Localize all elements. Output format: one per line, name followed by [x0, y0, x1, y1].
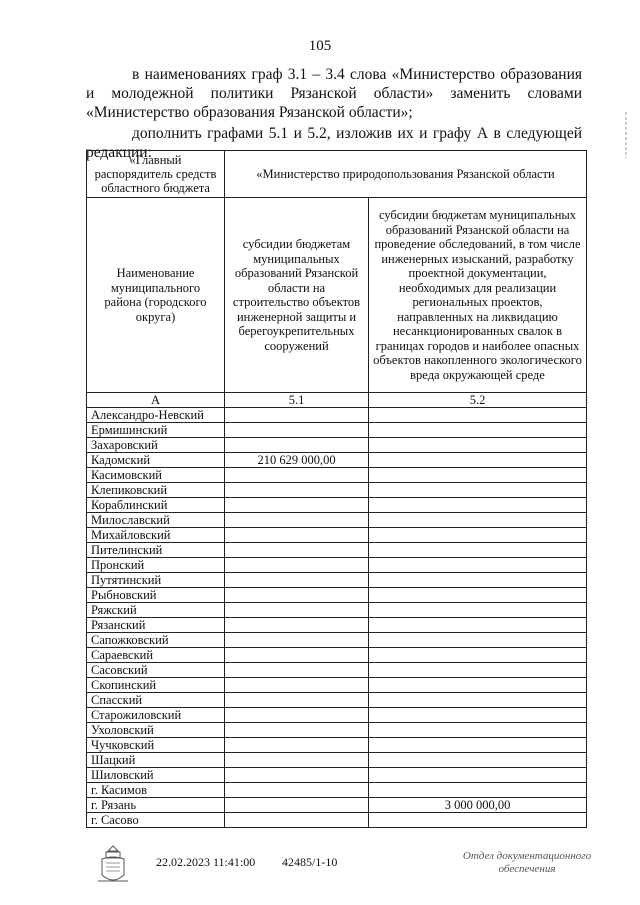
district-name-cell: Клепиковский	[87, 483, 225, 498]
table-row	[87, 783, 587, 798]
district-name-cell: Сасовский	[87, 663, 225, 678]
district-name-cell: Пронский	[87, 558, 225, 573]
table-row	[87, 423, 587, 438]
header-district-name: Наименование муниципального района (городского округа)	[87, 198, 225, 393]
value-5-1-cell	[225, 423, 369, 438]
value-5-2-cell	[369, 588, 587, 603]
header-main-distributor: «Главный распорядитель средств областного бюджета	[87, 151, 225, 198]
district-name-cell: г. Касимов	[87, 783, 225, 798]
district-name-cell: Спасский	[87, 693, 225, 708]
value-5-1-cell	[225, 543, 369, 558]
value-5-1-cell	[225, 813, 369, 828]
district-name-cell: г. Сасово	[87, 813, 225, 828]
paragraph-add-columns: дополнить графами 5.1 и 5.2, изложив их и графу А в следующей редакции:	[86, 125, 582, 161]
value-5-1-cell	[225, 783, 369, 798]
table-row	[87, 708, 587, 723]
value-5-2-cell	[369, 438, 587, 453]
value-5-1-cell	[225, 708, 369, 723]
district-name-cell: Ухоловский	[87, 723, 225, 738]
value-5-1-cell	[225, 678, 369, 693]
value-5-1-cell	[225, 438, 369, 453]
value-5-1-cell	[225, 648, 369, 663]
stamp-line-2: обеспечения	[498, 863, 556, 875]
value-5-1-cell	[225, 603, 369, 618]
value-5-2-cell	[369, 528, 587, 543]
table-row	[87, 513, 587, 528]
district-name-cell: Александро-Невский	[87, 408, 225, 423]
value-5-1-cell	[225, 618, 369, 633]
value-5-1-cell	[225, 723, 369, 738]
value-5-1-cell	[225, 768, 369, 783]
district-name-cell: Старожиловский	[87, 708, 225, 723]
district-name-cell: Захаровский	[87, 438, 225, 453]
stamp-line-1: Отдел документационного	[462, 850, 592, 862]
table-row	[87, 483, 587, 498]
table-row	[87, 663, 587, 678]
district-name-cell: г. Рязань	[87, 798, 225, 813]
value-5-2-cell	[369, 513, 587, 528]
district-name-cell: Михайловский	[87, 528, 225, 543]
table-row	[87, 453, 587, 468]
value-5-1-cell	[225, 573, 369, 588]
value-5-2-cell	[369, 498, 587, 513]
value-5-1-cell	[225, 633, 369, 648]
table-row	[87, 813, 587, 828]
page-number: 105	[308, 38, 332, 54]
value-5-2-cell	[369, 708, 587, 723]
value-5-2-cell	[369, 678, 587, 693]
value-5-2-cell	[369, 468, 587, 483]
value-5-1-cell	[225, 483, 369, 498]
district-name-cell: Ермишинский	[87, 423, 225, 438]
table-row	[87, 723, 587, 738]
table-row	[87, 558, 587, 573]
value-5-1-cell	[225, 588, 369, 603]
district-name-cell: Сараевский	[87, 648, 225, 663]
footer-datetime: 22.02.2023 11:41:00	[156, 855, 256, 869]
coat-of-arms-icon	[96, 845, 130, 885]
table-row	[87, 693, 587, 708]
district-name-cell: Пителинский	[87, 543, 225, 558]
table-row	[87, 753, 587, 768]
column-label-a: А	[87, 393, 225, 408]
value-5-1-cell	[225, 558, 369, 573]
table-row	[87, 603, 587, 618]
value-5-2-cell	[369, 543, 587, 558]
district-name-cell: Путятинский	[87, 573, 225, 588]
table-row	[87, 543, 587, 558]
value-5-2-cell	[369, 783, 587, 798]
value-5-2-cell	[369, 453, 587, 468]
value-5-1-cell	[225, 498, 369, 513]
table-row	[87, 438, 587, 453]
value-5-1-cell	[225, 513, 369, 528]
value-5-2-cell	[369, 483, 587, 498]
district-name-cell: Кадомский	[87, 453, 225, 468]
district-name-cell: Милославский	[87, 513, 225, 528]
header-ministry: «Министерство природопользования Рязанской области	[225, 151, 587, 198]
table-row	[87, 678, 587, 693]
value-5-1-cell	[225, 798, 369, 813]
value-5-2-cell	[369, 558, 587, 573]
paragraph-rename-columns: в наименованиях граф 3.1 – 3.4 слова «Министерство образования и молодежной политики Рязанской области» заменить словами «Министерство образования Рязанской области»;	[86, 66, 582, 121]
table-row	[87, 798, 587, 813]
district-name-cell: Шацкий	[87, 753, 225, 768]
district-name-cell: Кораблинский	[87, 498, 225, 513]
table-body	[87, 408, 587, 828]
value-5-2-cell	[369, 618, 587, 633]
table-row	[87, 408, 587, 423]
value-5-1-cell	[225, 663, 369, 678]
value-5-2-cell	[369, 603, 587, 618]
value-5-2-cell	[369, 633, 587, 648]
value-5-1-cell: 210 629 000,00	[225, 453, 369, 468]
table-row	[87, 633, 587, 648]
district-name-cell: Рязанский	[87, 618, 225, 633]
value-5-1-cell	[225, 528, 369, 543]
footer-doc-number: 42485/1-10	[282, 855, 338, 869]
value-5-1-cell	[225, 753, 369, 768]
table-row	[87, 588, 587, 603]
value-5-2-cell	[369, 723, 587, 738]
header-column-5-1: субсидии бюджетам муниципальных образований Рязанской области на строительство объектов инженерной защиты и берегоукрепительных сооружений	[225, 198, 369, 393]
table-row	[87, 528, 587, 543]
district-name-cell: Ряжский	[87, 603, 225, 618]
value-5-1-cell	[225, 468, 369, 483]
district-name-cell: Чучковский	[87, 738, 225, 753]
value-5-2-cell	[369, 813, 587, 828]
value-5-2-cell	[369, 573, 587, 588]
value-5-2-cell	[369, 663, 587, 678]
side-scan-mark	[622, 110, 630, 160]
value-5-2-cell	[369, 768, 587, 783]
value-5-2-cell: 3 000 000,00	[369, 798, 587, 813]
district-name-cell: Сапожковский	[87, 633, 225, 648]
district-name-cell: Рыбновский	[87, 588, 225, 603]
budget-table	[86, 150, 587, 828]
district-name-cell: Скопинский	[87, 678, 225, 693]
department-stamp	[452, 850, 602, 876]
table-row	[87, 468, 587, 483]
table-row	[87, 573, 587, 588]
value-5-1-cell	[225, 738, 369, 753]
table-row	[87, 498, 587, 513]
value-5-2-cell	[369, 408, 587, 423]
header-column-5-2: субсидии бюджетам муниципальных образований Рязанской области на проведение обследований, в том числе инженерных изысканий, разработку проектной документации, необходимых для реализации региональных проектов, направленных на ликвидацию несанкционированных свалок в границах городов и наиболее опасных объектов накопленного экологического вреда окружающей среде	[369, 198, 587, 393]
value-5-2-cell	[369, 753, 587, 768]
district-name-cell: Шиловский	[87, 768, 225, 783]
column-label-5-2: 5.2	[369, 393, 587, 408]
table-row	[87, 618, 587, 633]
value-5-2-cell	[369, 423, 587, 438]
district-name-cell: Касимовский	[87, 468, 225, 483]
table-row	[87, 768, 587, 783]
value-5-2-cell	[369, 648, 587, 663]
value-5-1-cell	[225, 693, 369, 708]
value-5-2-cell	[369, 693, 587, 708]
table-row	[87, 738, 587, 753]
table-row	[87, 648, 587, 663]
value-5-2-cell	[369, 738, 587, 753]
column-label-5-1: 5.1	[225, 393, 369, 408]
value-5-1-cell	[225, 408, 369, 423]
